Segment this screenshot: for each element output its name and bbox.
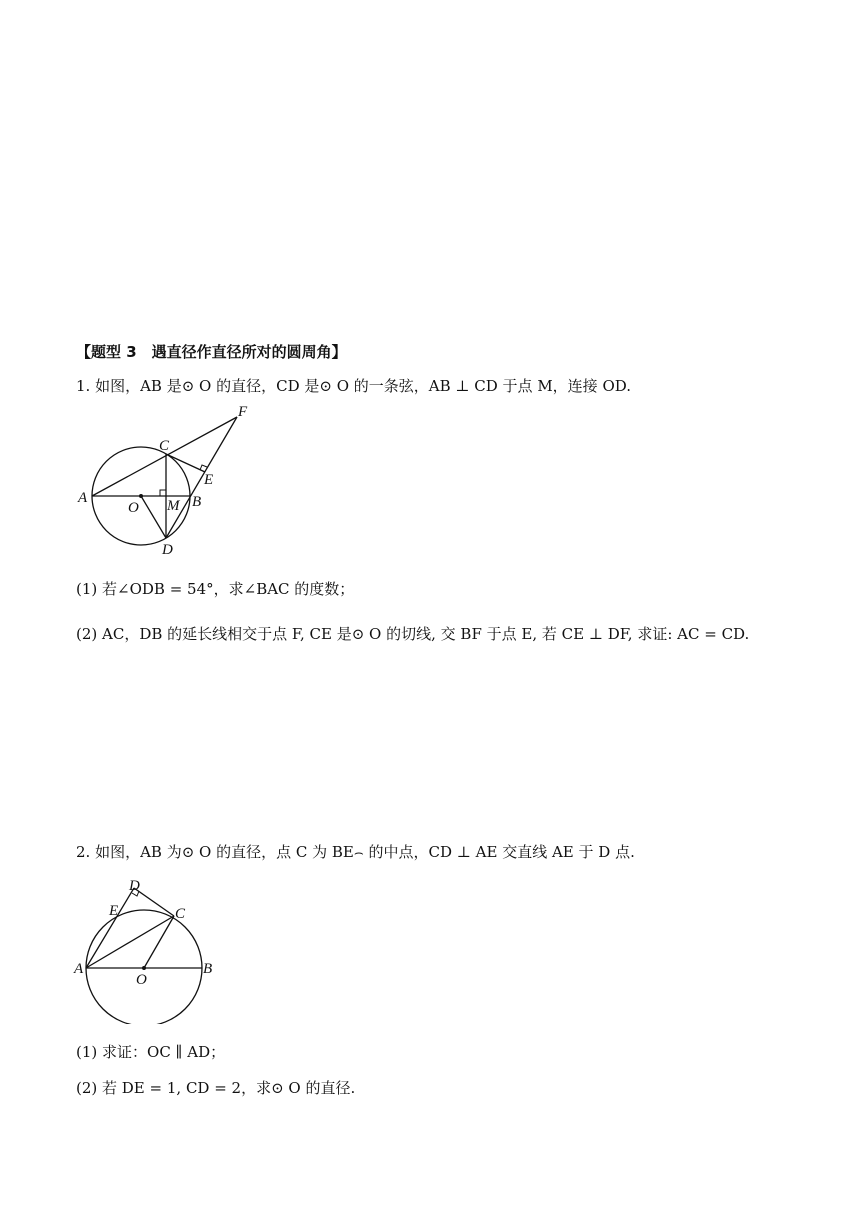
problem1-figure (72, 402, 252, 562)
label-e: E (204, 472, 214, 488)
segment-dc (134, 888, 174, 916)
problem2-figure (72, 874, 222, 1024)
problem1-part1: (1) 若∠ODB = 54°，求∠BAC 的度数； (76, 580, 355, 598)
segment-af (92, 417, 237, 496)
label-d: D (162, 542, 173, 558)
label-o: O (128, 500, 139, 516)
center-o-dot (142, 966, 146, 970)
label-b: B (192, 494, 202, 510)
problem2-part1: (1) 求证：OC ∥ AD； (76, 1043, 226, 1061)
label-b: B (203, 961, 213, 977)
segment-df (166, 417, 237, 538)
label-a: A (74, 961, 84, 977)
label-a: A (78, 490, 88, 506)
segment-ac (86, 916, 174, 968)
label-m: M (167, 498, 180, 514)
label-e: E (109, 903, 119, 919)
problem1-part2: (2) AC，DB 的延长线相交于点 F, CE 是⊙ O 的切线, 交 BF 于点 E, 若 CE ⊥ DF, 求证: AC = CD. (76, 625, 750, 643)
segment-oc (144, 916, 174, 968)
label-c: C (175, 906, 186, 922)
problem2-part2: (2) 若 DE = 1, CD = 2，求⊙ O 的直径. (76, 1079, 356, 1097)
problem1-statement: 1. 如图，AB 是⊙ O 的直径，CD 是⊙ O 的一条弦，AB ⊥ CD 于点 M，连接 OD. (76, 377, 632, 395)
right-angle-m (160, 490, 166, 496)
label-d: D (129, 878, 140, 894)
center-o-dot (139, 494, 143, 498)
label-o: O (136, 972, 147, 988)
section-heading: 【题型 3 遇直径作直径所对的圆周角】 (76, 343, 347, 361)
label-c: C (159, 438, 170, 454)
label-f: F (238, 404, 248, 420)
segment-ad (86, 888, 134, 968)
segment-od (141, 496, 166, 538)
problem2-statement: 2. 如图，AB 为⊙ O 的直径，点 C 为 BE⌢ 的中点，CD ⊥ AE 交直线 AE 于 D 点. (76, 843, 635, 861)
segment-ce (166, 454, 205, 472)
